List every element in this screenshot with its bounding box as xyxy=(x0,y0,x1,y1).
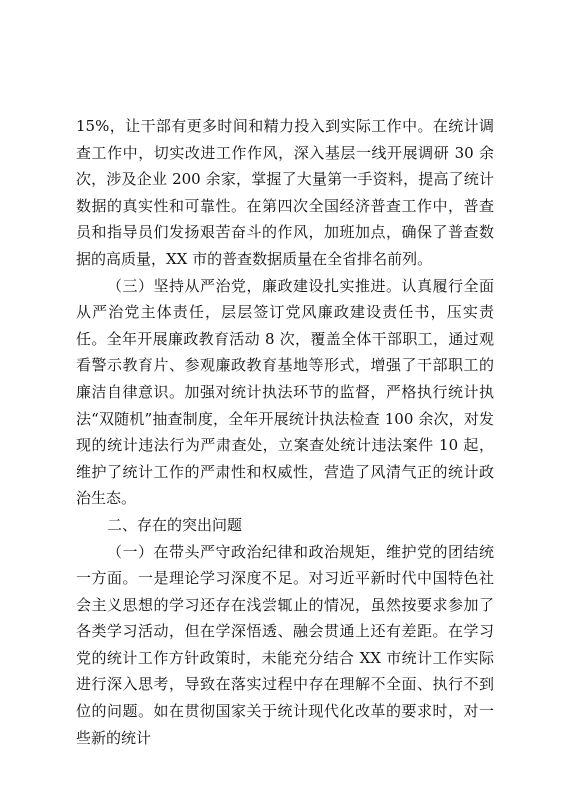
section-heading-problems: 二、存在的突出问题 xyxy=(107,515,243,534)
paragraph-political-discipline: （一）在带头严守政治纪律和政治规矩，维护党的团结统一方面。一是理论学习深度不足。对习近平新时代中国特色社会主义思想的学习还存在浅尝辄止的情况，虽然按要求参加了各类学习活动，但在学深悟透、融会贯通上还有差距。在学习党的统计工作方针政策时，未能充分结合 XX 市统计工作实际进行深入思考，导致在落实过程中存在理解不全面、执行不到位的问题。如在贯彻国家关于统计现代化改革的要求时，对一些新的统计 xyxy=(76,542,494,747)
paragraph-integrity-building: （三）坚持从严治党，廉政建设扎实推进。认真履行全面从严治党主体责任，层层签订党风廉政建设责任书，压实责任。全年开展廉政教育活动 8 次，覆盖全体干部职工，通过观看警示教育片、参观廉政教育基地等形式，增强了干部职工的廉洁自律意识。加强对统计执法环节的监督，严格执行统计执法“双随机”抽查制度，全年开展统计执法检查 100 余次，对发现的统计违法行为严肃查处，立案查处统计违法案件 10 起，维护了统计工作的严肃性和权威性，营造了风清气正的统计政治生态。 xyxy=(76,276,494,508)
paragraph-work-style: 15%，让干部有更多时间和精力投入到实际工作中。在统计调查工作中，切实改进工作作风，深入基层一线开展调研 30 余次，涉及企业 200 余家，掌握了大量第一手资料，提高了统计数据的真实性和可靠性。在第四次全国经济普查工作中，普查员和指导员们发扬艰苦奋斗的作风，加班加点，确保了普查数据的高质量，XX 市的普查数据质量在全省排名前列。 xyxy=(76,117,494,268)
body-text xyxy=(76,113,494,751)
